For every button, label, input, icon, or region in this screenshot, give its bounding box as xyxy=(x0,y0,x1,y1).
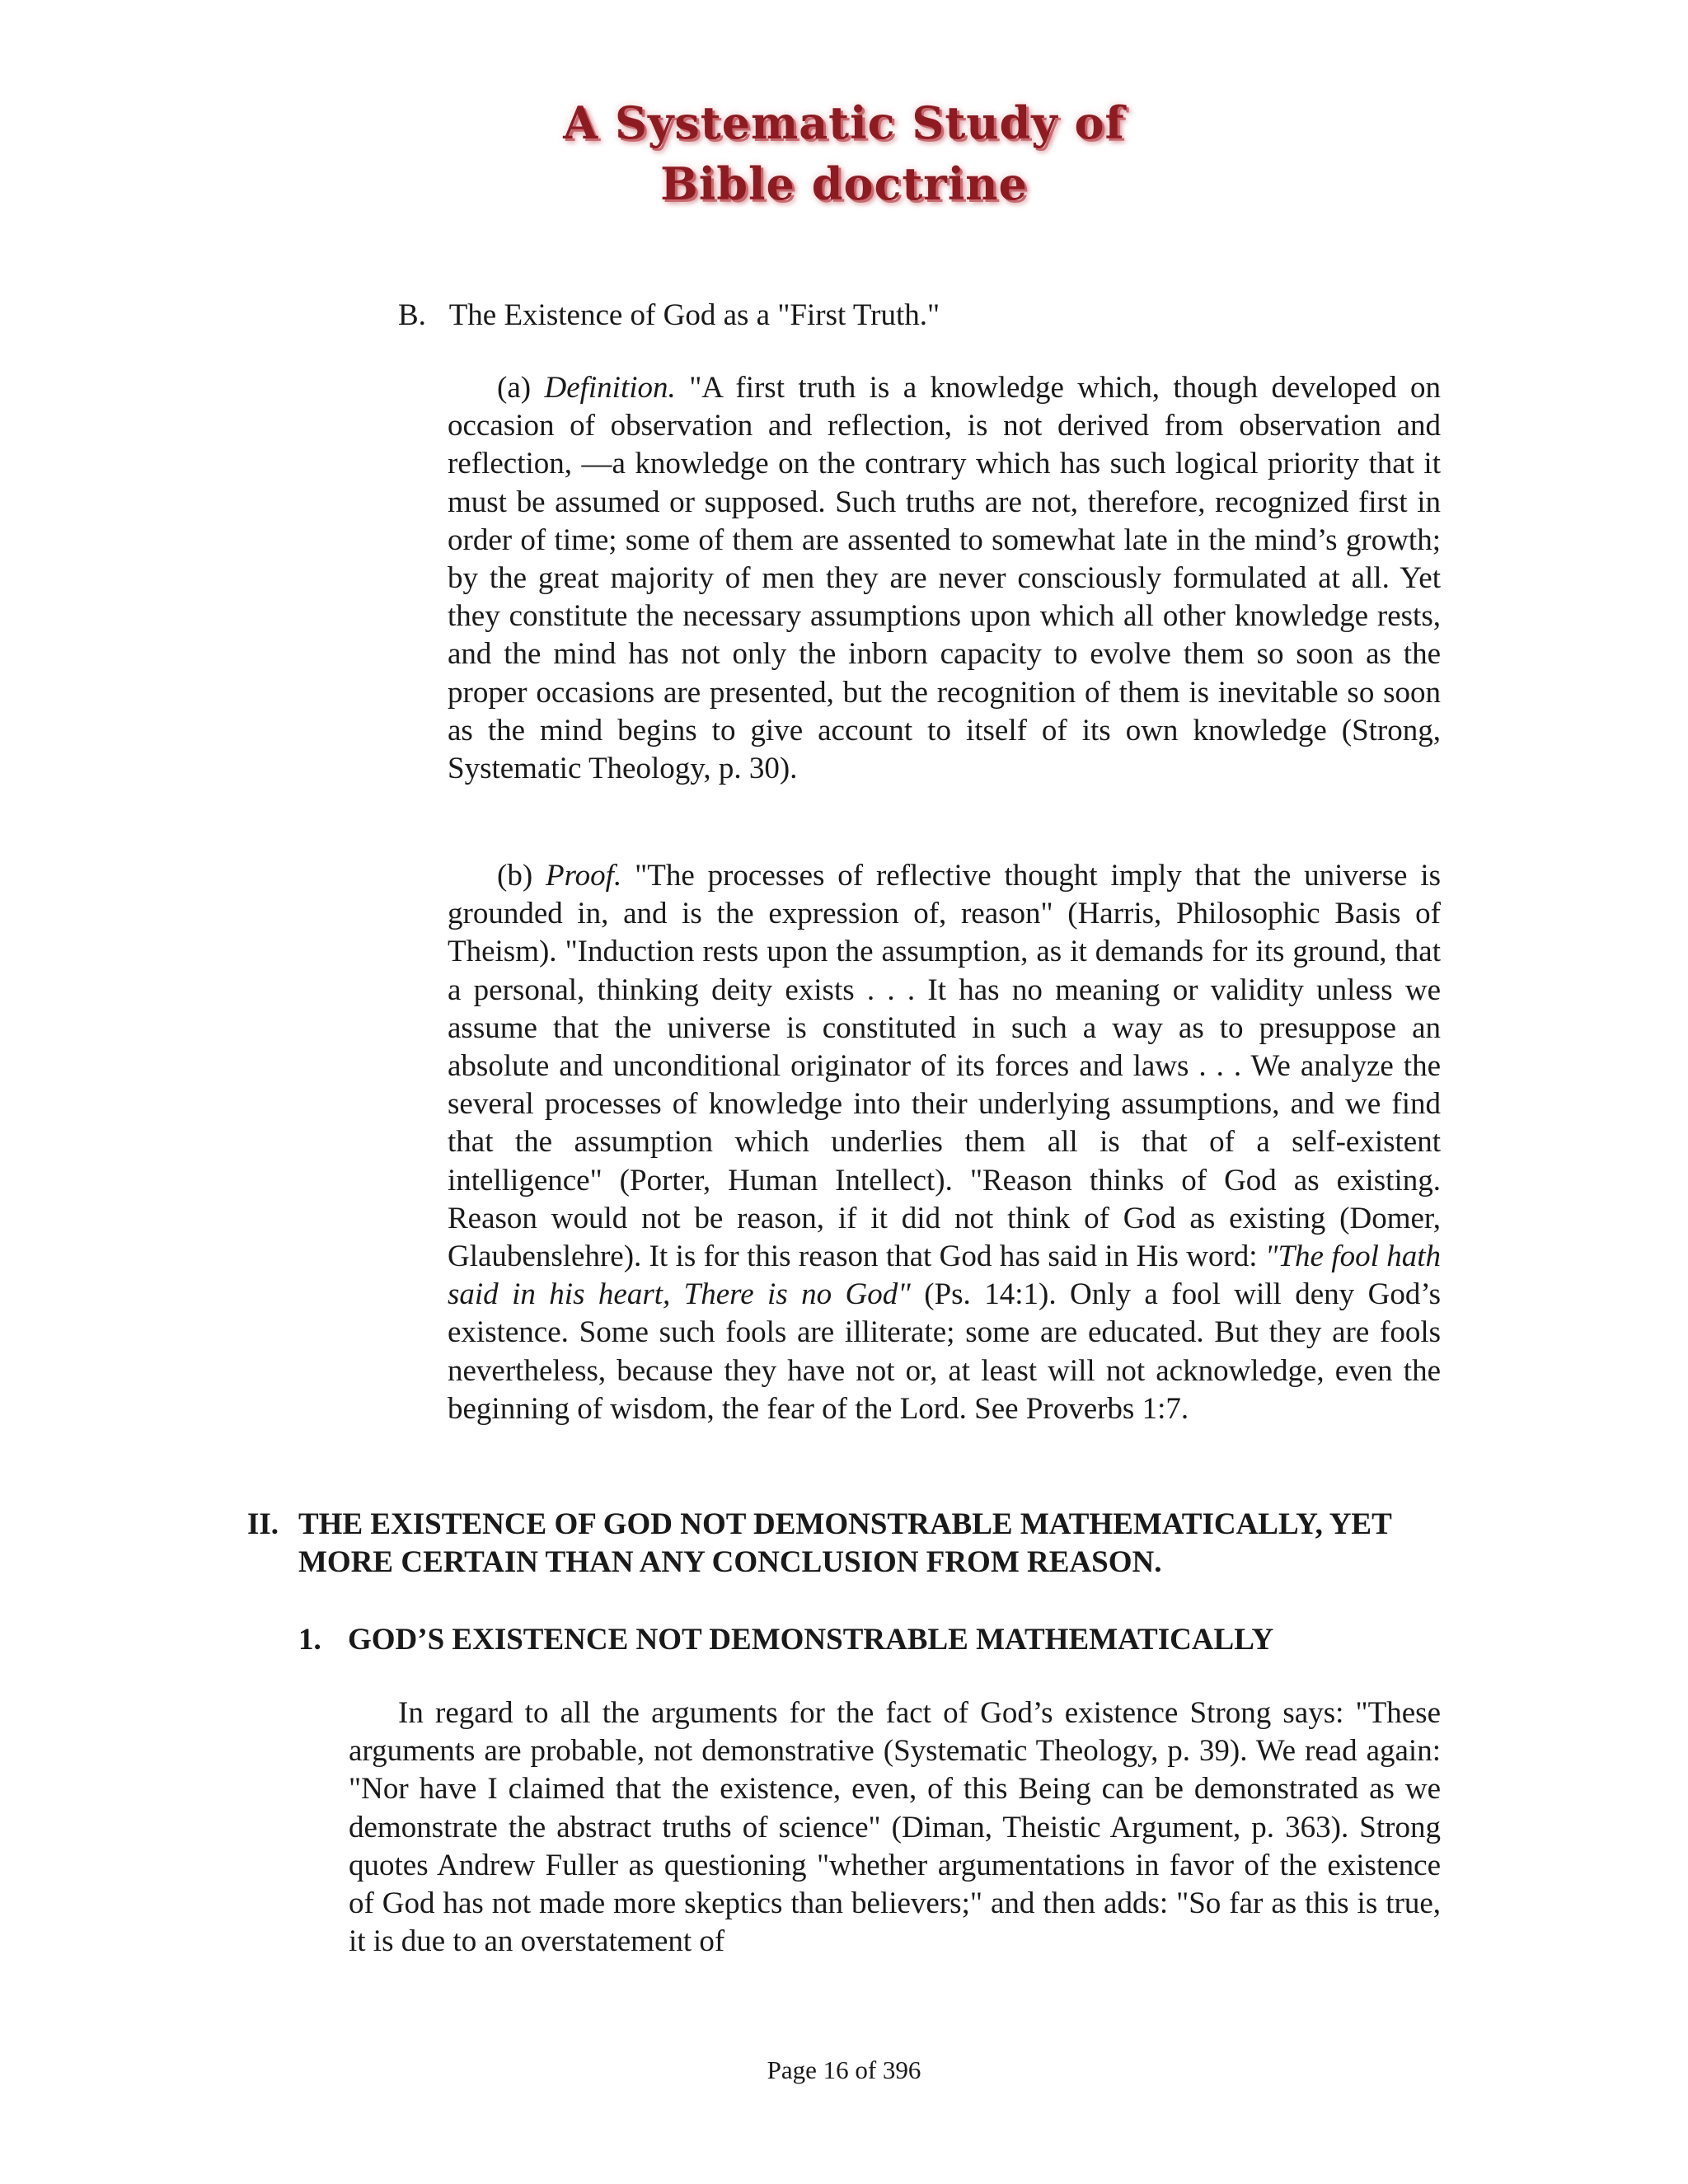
section-b-title xyxy=(398,297,1437,335)
section-b-text: The Existence of God as a "First Truth." xyxy=(448,298,940,332)
definition-marker: (a) xyxy=(497,371,532,405)
section-heading-ii-text: THE EXISTENCE OF GOD NOT DEMONSTRABLE MATHEMATICALLY, YET MORE CERTAIN THAN ANY CONCLUSION FROM REASON. xyxy=(298,1507,1392,1579)
subsection-heading-1-text: GOD’S EXISTENCE NOT DEMONSTRABLE MATHEMATICALLY xyxy=(348,1623,1274,1657)
definition-text: "A first truth is a knowledge which, though developed on occasion of observation and reflection, is not derived from observation and reflection, —a knowledge on the contrary which has such logical priority that it must be assumed or supposed. Such truths are not, therefore, recognized first in order of time; some of them are assented to somewhat late in the mind’s growth; by the great majority of men they are never consciously formulated at all. Yet they constitute the necessary assumptions upon which all other knowledge rests, and the mind has not only the inborn capacity to evolve them so soon as the proper occasions are presented, but the recognition of them is inevitable so soon as the mind begins to give account to itself of its own knowledge (Strong, Systematic Theology, p. 30). xyxy=(448,371,1442,786)
proof-text-continued: (Ps. 14:1). Only a fool will deny God’s existence. Some such fools are illiterate; some are educated. But they are fools nevertheless, because they have not or, at least will not acknowledge, even the beginning of wisdom, the fear of the Lord. See Proverbs 1:7. xyxy=(448,1277,1441,1426)
proof-paragraph xyxy=(448,857,1441,1428)
section-b-label: B. xyxy=(398,298,426,332)
scripture-quote: "The fool hath said in his heart, There is no God" xyxy=(448,1240,1441,1312)
page-number: Page 16 of 396 xyxy=(767,2055,921,2084)
book-title-line-2: Bible doctrine xyxy=(660,157,1028,210)
definition-term: Definition. xyxy=(544,371,676,405)
definition-paragraph xyxy=(448,369,1441,788)
book-title-banner xyxy=(0,92,1688,214)
arguments-paragraph xyxy=(349,1694,1441,1961)
proof-marker: (b) xyxy=(497,859,533,893)
section-heading-ii-number: II. xyxy=(247,1507,279,1541)
subsection-heading-1-number: 1. xyxy=(298,1623,321,1657)
book-title-line-1: A Systematic Study of xyxy=(563,96,1125,149)
proof-text: "The processes of reflective thought imply that the universe is grounded in, and is the expression of, reason" (Harris, Philosophic Basis of Theism). "Induction rests upon the assumption, as it demands for its ground, that a personal, thinking deity exists . . . It has no meaning or validity unless we assume that the universe is constituted in such a way as to presuppose an absolute and unconditional originator of its forces and laws . . . We analyze the several processes of knowledge into their underlying assumptions, and we find that the assumption which underlies them all is that of a self-existent intelligence" (Porter, Human Intellect). "Reason thinks of God as existing. Reason would not be reason, if it did not think of God as existing (Domer, Glaubenslehre). It is for this reason that God has said in His word: xyxy=(448,859,1442,1274)
proof-term: Proof. xyxy=(546,859,622,893)
arguments-text: In regard to all the arguments for the fact of God’s existence Strong says: "These arguments are probable, not demonstrative (Systematic Theology, p. 39). We read again: "Nor have I claimed that the existence, even, of this Being can be demonstrated as we demonstrate the abstract truths of science" (Diman, Theistic Argument, p. 363). Strong quotes Andrew Fuller as questioning "whether argumentations in favor of the existence of God has not made more skeptics than believers;" and then adds: "So far as this is true, it is due to an overstatement of xyxy=(349,1696,1441,1959)
